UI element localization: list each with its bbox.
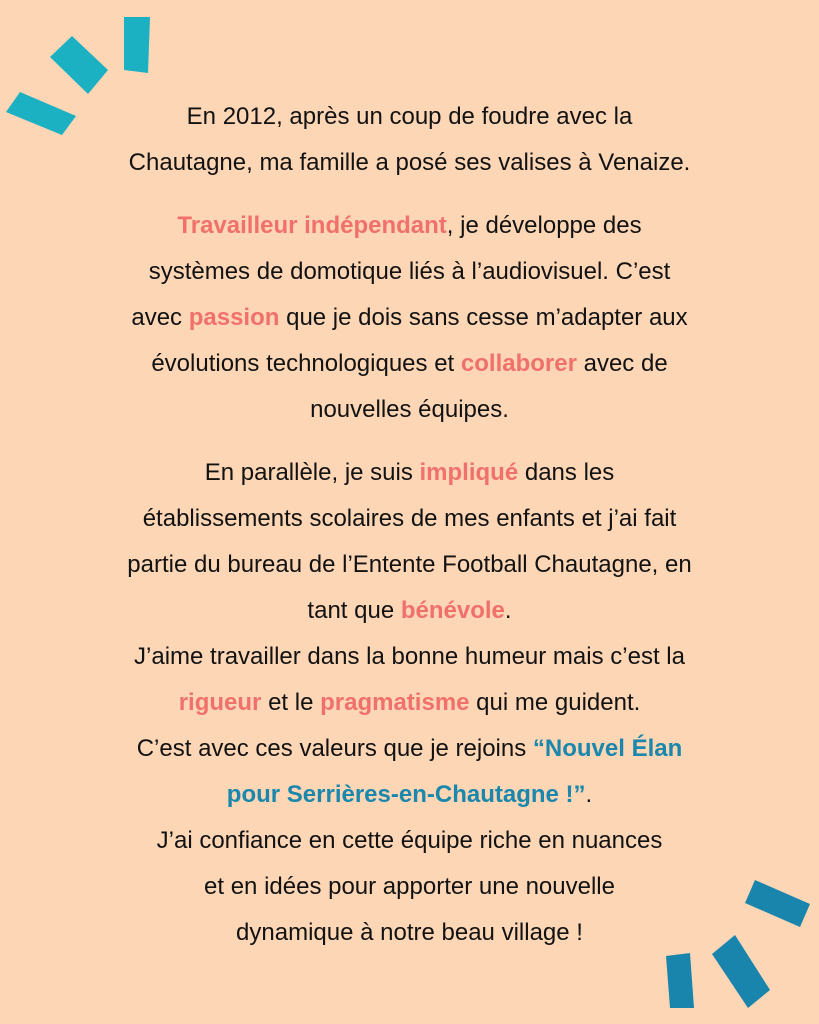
text-line: [40, 910, 779, 956]
burst-ray: [124, 17, 150, 73]
highlight-salmon: rigueur: [178, 689, 262, 716]
text-line: [40, 387, 779, 433]
text-line: [40, 341, 779, 387]
text-line: [40, 249, 779, 295]
text-segment: C’est avec ces valeurs que je rejoins: [136, 735, 533, 762]
highlight-salmon: Travailleur indépendant: [177, 212, 447, 239]
text-segment: partie du bureau de l’Entente Football Chautagne, en: [127, 551, 692, 578]
text-segment: , je développe des: [446, 212, 642, 239]
burst-ray: [666, 953, 694, 1008]
text-line: [40, 542, 779, 588]
text-line: [40, 726, 779, 772]
text-line: [40, 94, 779, 140]
text-segment: évolutions technologiques et: [151, 350, 461, 377]
highlight-salmon: impliqué: [419, 459, 519, 486]
highlight-salmon: collaborer: [460, 350, 577, 377]
text-segment: En parallèle, je suis: [204, 459, 420, 486]
text-line: [40, 450, 779, 496]
text-segment: que je dois sans cesse m’adapter aux: [279, 304, 688, 331]
text-line: [40, 680, 779, 726]
text-line: [40, 634, 779, 680]
text-segment: J’ai confiance en cette équipe riche en nuances: [156, 827, 663, 854]
text-line: [40, 496, 779, 542]
text-line: [40, 772, 779, 818]
highlight-blue: pour Serrières-en-Chautagne !”: [226, 781, 586, 808]
text-line: [40, 140, 779, 186]
paragraph-gap: [40, 433, 779, 450]
highlight-salmon: passion: [188, 304, 280, 331]
text-segment: .: [585, 781, 593, 808]
paragraph: [40, 450, 779, 956]
text-segment: .: [504, 597, 512, 624]
text-segment: avec de: [576, 350, 668, 377]
text-segment: dans les: [518, 459, 615, 486]
text-segment: tant que: [307, 597, 401, 624]
text-segment: dynamique à notre beau village !: [236, 919, 583, 946]
paragraph: [40, 94, 779, 186]
highlight-salmon: pragmatisme: [320, 689, 470, 716]
text-segment: systèmes de domotique liés à l’audiovisuel. C’est: [148, 258, 671, 285]
text-line: [40, 588, 779, 634]
paragraph: [40, 203, 779, 433]
text-segment: En 2012, après un coup de foudre avec la: [186, 103, 633, 130]
text-segment: et en idées pour apporter une nouvelle: [204, 873, 615, 900]
burst-ray: [50, 36, 108, 94]
text-segment: établissements scolaires de mes enfants et j’ai fait: [142, 505, 677, 532]
text-line: [40, 203, 779, 249]
text-segment: J’aime travailler dans la bonne humeur mais c’est la: [134, 643, 685, 670]
text-segment: et le: [261, 689, 321, 716]
text-line: [40, 818, 779, 864]
highlight-blue: “Nouvel Élan: [532, 735, 683, 762]
highlight-salmon: bénévole: [400, 597, 505, 624]
text-line: [40, 295, 779, 341]
paragraph-gap: [40, 186, 779, 203]
text-segment: qui me guident.: [469, 689, 641, 716]
text-line: [40, 864, 779, 910]
text-body: [40, 94, 779, 956]
text-segment: avec: [131, 304, 189, 331]
text-segment: Chautagne, ma famille a posé ses valises à Venaize.: [128, 149, 691, 176]
text-segment: nouvelles équipes.: [310, 396, 509, 423]
